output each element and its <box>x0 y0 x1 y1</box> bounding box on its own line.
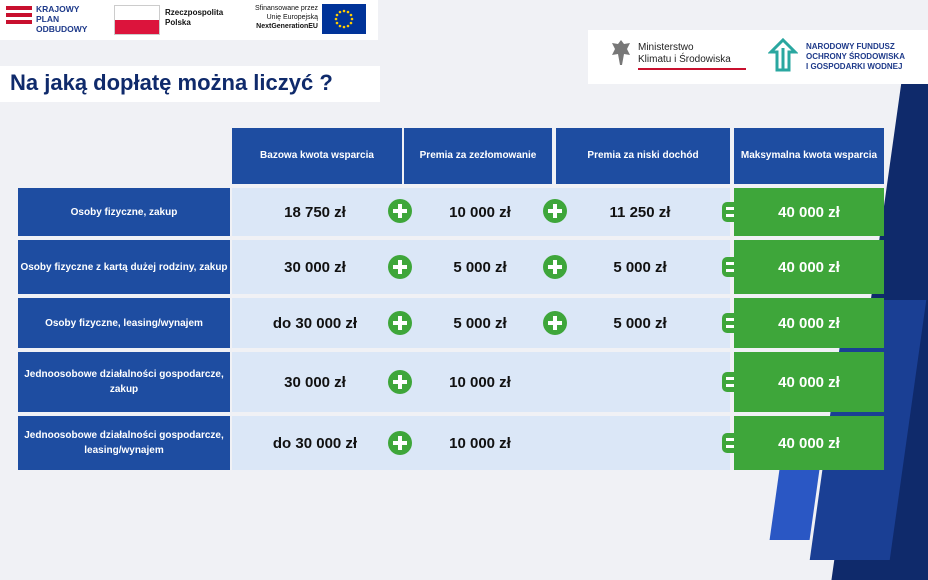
eu-flag-icon <box>322 4 366 34</box>
kpo-logo-text: KRAJOWY <box>36 4 80 14</box>
plus-circle-icon <box>388 370 412 394</box>
polish-flag-icon <box>114 5 160 35</box>
plus-circle-icon <box>543 255 567 279</box>
kpo-logo <box>6 4 106 36</box>
column-header-scrappage: Premia za zezłomowanie <box>404 128 552 184</box>
polish-eagle-icon <box>610 38 632 68</box>
plus-circle-icon <box>388 255 412 279</box>
column-header-base: Bazowa kwota wsparcia <box>232 128 402 184</box>
low-income-bonus: 5 000 zł <box>613 314 667 332</box>
low-income-bonus: 11 250 zł <box>609 203 671 221</box>
scrappage-bonus: 10 000 zł <box>449 373 511 391</box>
max-amount: 40 000 zł <box>734 352 884 412</box>
plus-circle-icon <box>543 199 567 223</box>
row-label: Osoby fizyczne z kartą dużej rodziny, zakup <box>18 240 230 294</box>
rp-logo-text: Rzeczpospolita Polska <box>165 8 224 27</box>
ministry-underline <box>638 68 746 70</box>
base-amount: 30 000 zł <box>284 258 346 276</box>
max-amount: 40 000 zł <box>734 298 884 348</box>
funding-logos-bar <box>0 0 378 40</box>
base-amount: 18 750 zł <box>284 203 346 221</box>
max-amount: 40 000 zł <box>734 188 884 236</box>
base-amount: 30 000 zł <box>284 373 346 391</box>
plus-circle-icon <box>388 431 412 455</box>
column-header-low-income: Premia za niski dochód <box>556 128 730 184</box>
row-label: Jednoosobowe działalności gospodarcze, leasing/wynajem <box>18 416 230 470</box>
row-label: Jednoosobowe działalności gospodarcze, zakup <box>18 352 230 412</box>
max-amount: 40 000 zł <box>734 240 884 294</box>
scrappage-bonus: 10 000 zł <box>449 203 511 221</box>
plus-circle-icon <box>388 199 412 223</box>
scrappage-bonus: 5 000 zł <box>453 258 507 276</box>
ministry-logos <box>588 30 928 84</box>
fund-name: NARODOWY FUNDUSZ OCHRONY ŚRODOWISKA I GOSPODARKI WODNEJ <box>806 42 905 71</box>
ministry-name: Ministerstwo Klimatu i Środowiska <box>638 42 731 65</box>
nfosigw-tree-icon <box>768 38 798 74</box>
row-label: Osoby fizyczne, leasing/wynajem <box>18 298 230 348</box>
scrappage-bonus: 5 000 zł <box>453 314 507 332</box>
column-header-max: Maksymalna kwota wsparcia <box>734 128 884 184</box>
row-label: Osoby fizyczne, zakup <box>18 188 230 236</box>
plus-circle-icon <box>388 311 412 335</box>
scrappage-bonus: 10 000 zł <box>449 434 511 452</box>
eu-funding-text: Sfinansowane przez Unię Europejską NextGenerationEU <box>254 5 318 30</box>
plus-circle-icon <box>543 311 567 335</box>
kpo-bars-icon <box>6 6 32 32</box>
base-amount: do 30 000 zł <box>272 314 358 332</box>
max-amount: 40 000 zł <box>734 416 884 470</box>
low-income-bonus: 5 000 zł <box>613 258 667 276</box>
kpo-logo-text: PLAN <box>36 14 60 24</box>
kpo-logo-text: ODBUDOWY <box>36 24 88 34</box>
base-amount: do 30 000 zł <box>272 434 358 452</box>
page-title: Na jaką dopłatę można liczyć ? <box>10 70 333 95</box>
